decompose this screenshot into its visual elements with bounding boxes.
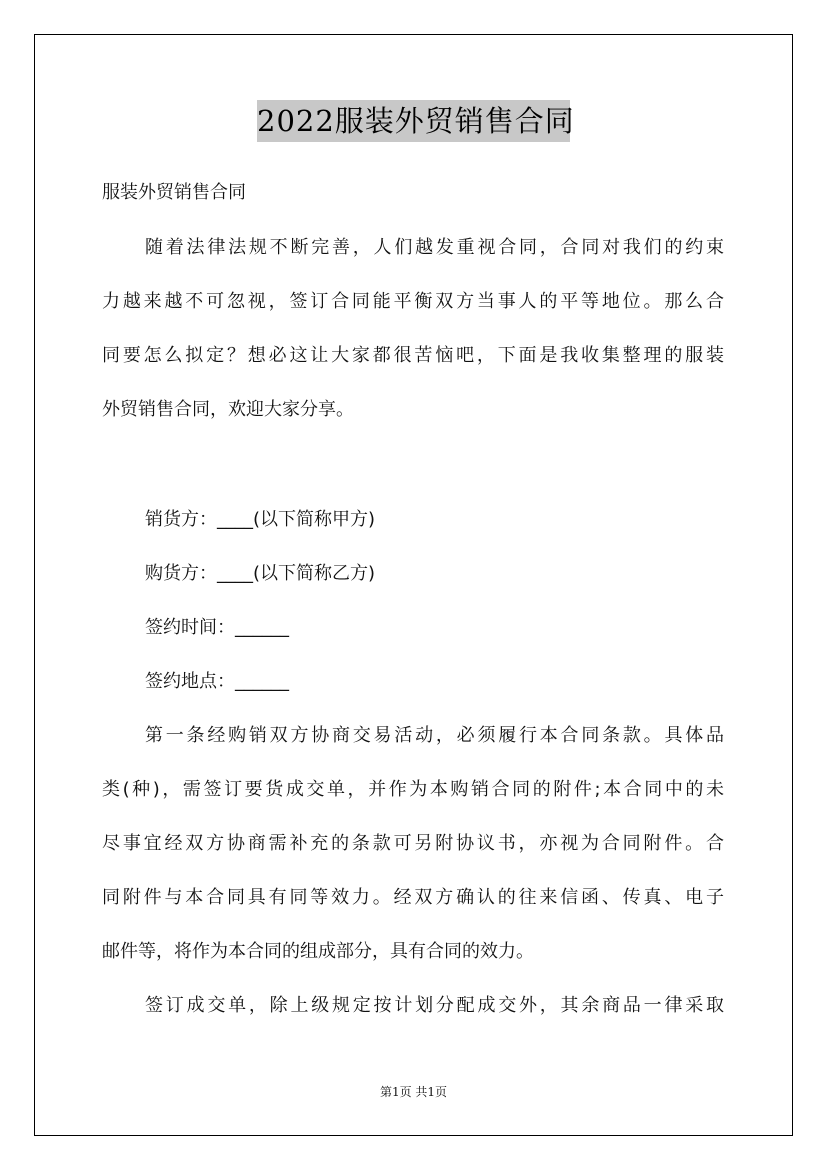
article-line: 签订成交单，除上级规定按计划分配成交外，其余商品一律采取: [145, 995, 724, 1016]
article-line: 第一条经购销双方协商交易活动，必须履行本合同条款。具体品: [145, 725, 724, 746]
document-subtitle: 服装外贸销售合同: [102, 182, 246, 203]
intro-line: 力越来越不可忽视，签订合同能平衡双方当事人的平等地位。那么合: [102, 291, 724, 312]
signing-time-field: 签约时间：______: [145, 617, 289, 638]
article-line: 尽事宜经双方协商需补充的条款可另附协议书，亦视为合同附件。合: [102, 833, 724, 854]
intro-line: 同要怎么拟定？想必这让大家都很苦恼吧，下面是我收集整理的服装: [102, 345, 724, 366]
article-line: 类(种)，需签订要货成交单，并作为本购销合同的附件;本合同中的未: [102, 779, 724, 800]
document-title: 2022服装外贸销售合同: [257, 100, 570, 142]
intro-line: 随着法律法规不断完善，人们越发重视合同，合同对我们的约束: [145, 237, 724, 258]
signing-place-field: 签约地点：______: [145, 671, 289, 692]
article-line: 同附件与本合同具有同等效力。经双方确认的往来信函、传真、电子: [102, 887, 724, 908]
page-footer: 第1页 共1页: [379, 1085, 448, 1099]
article-line: 邮件等，将作为本合同的组成部分，具有合同的效力。: [102, 941, 534, 962]
buyer-field: 购货方：____(以下简称乙方): [145, 563, 376, 584]
seller-field: 销货方：____(以下简称甲方): [145, 509, 376, 530]
intro-line: 外贸销售合同，欢迎大家分享。: [102, 399, 354, 420]
